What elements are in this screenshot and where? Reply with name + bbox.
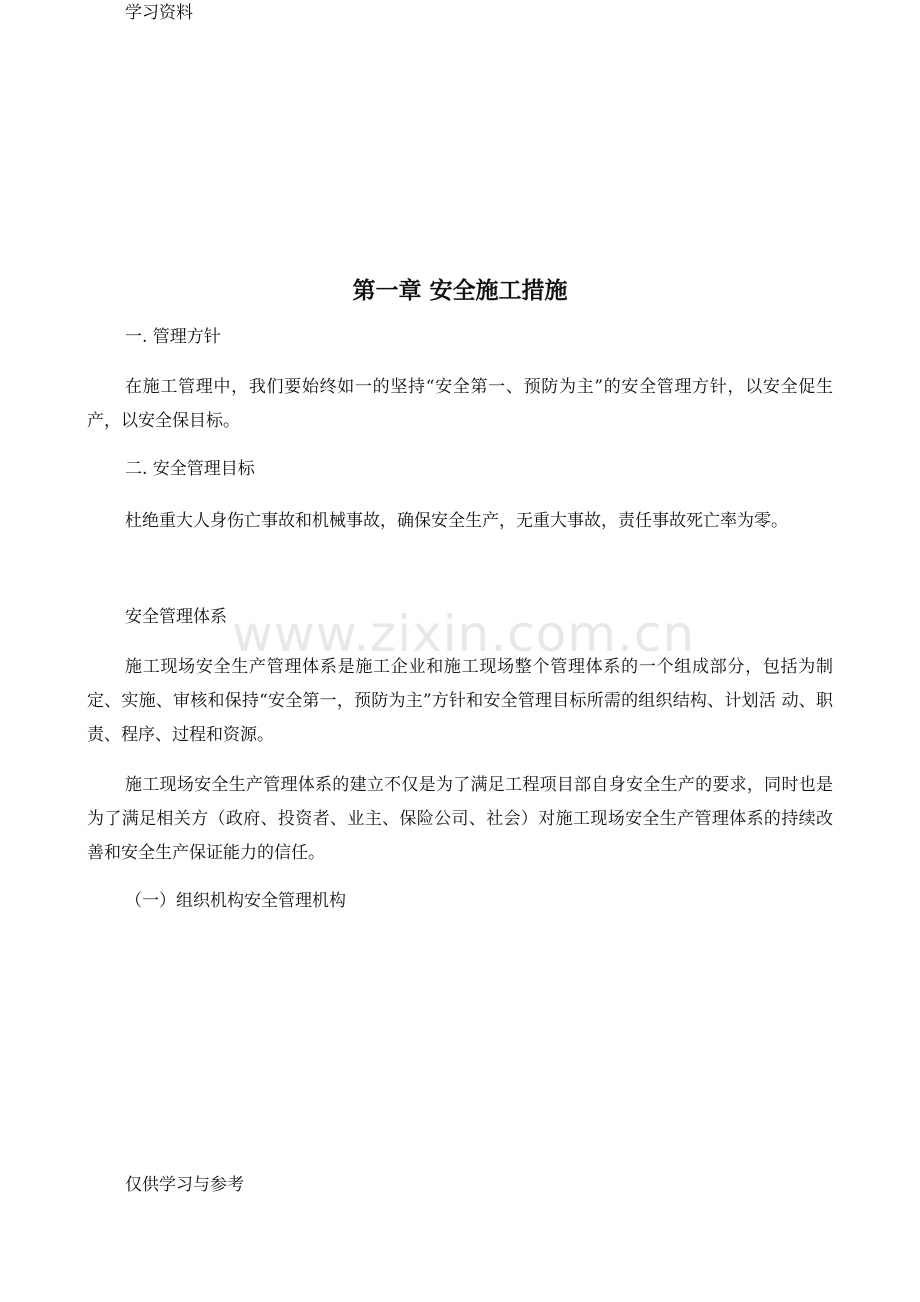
section-heading-3: 安全管理体系 (125, 607, 227, 627)
section-heading-1: 一. 管理方针 (125, 327, 221, 347)
section-heading-2: 二. 安全管理目标 (125, 459, 255, 479)
section-body-3b: 施工现场安全生产管理体系的建立不仅是为了满足工程项目部自身安全生产的要求，同时也是为了满足相关方（政府、投资者、业主、保险公司、社会）对施工现场安全生产管理体系的持续改善和安全生产保证能力的信任。 (87, 775, 833, 863)
page-footer: 仅供学习与参考 (125, 1175, 244, 1195)
chapter-title: 第一章 安全施工措施 (352, 277, 568, 304)
page-header: 学习资料 (125, 3, 193, 23)
section-body-3a: 施工现场安全生产管理体系是施工企业和施工现场整个管理体系的一个组成部分，包括为制定、实施、审核和保持“安全第一，预防为主”方针和安全管理目标所需的组织结构、计划活 动、职责、程序、过程和资源。 (87, 657, 833, 745)
watermark: www.zixin.com.cn (232, 605, 696, 663)
section-heading-4: （一）组织机构安全管理机构 (125, 891, 346, 911)
section-body-2: 杜绝重大人身伤亡事故和机械事故，确保安全生产，无重大事故，责任事故死亡率为零。 (125, 511, 788, 531)
section-body-1: 在施工管理中，我们要始终如一的坚持“安全第一、预防为主”的安全管理方针，以安全促生产，以安全保目标。 (87, 377, 833, 431)
